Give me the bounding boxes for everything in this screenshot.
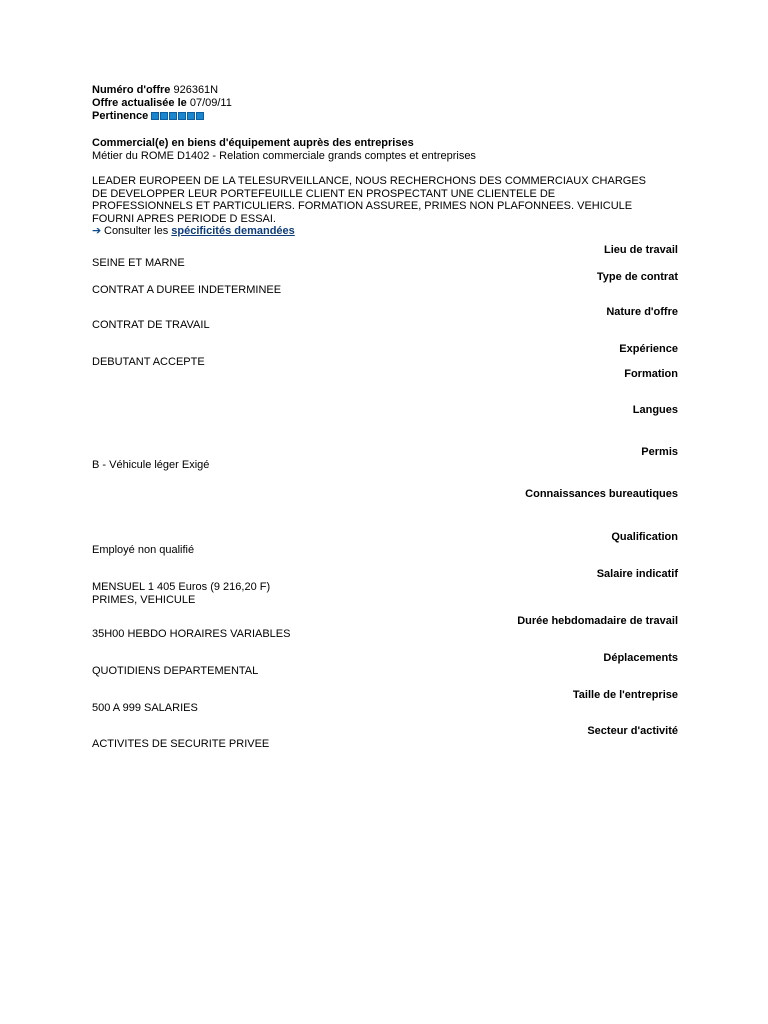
- job-description: LEADER EUROPEEN DE LA TELESURVEILLANCE, NOUS RECHERCHONS DES COMMERCIAUX CHARGES DE DEVELOPPER LEUR PORTEFEUILLE CLIENT EN PROSPECTANT UNE CLIENTELE DE PROFESSIONNELS ET PARTICULIERS. FORMATION ASSUREE, PRIMES NON PLAFONNEES. VEHICULE FOURNI APRES PERIODE D ESSAI.: [92, 175, 647, 225]
- field-label: Expérience: [619, 343, 678, 355]
- relevance-square: [160, 112, 168, 120]
- relevance-square: [187, 112, 195, 120]
- field-value: CONTRAT DE TRAVAIL: [92, 319, 210, 331]
- field-label: Déplacements: [603, 652, 678, 664]
- field-row: [92, 343, 678, 369]
- field-label: Formation: [624, 368, 678, 380]
- field-label: Connaissances bureautiques: [525, 488, 678, 500]
- field-value: MENSUEL 1 405 Euros (9 216,20 F): [92, 581, 271, 593]
- relevance-bar-icon: [151, 111, 205, 120]
- field-row: [92, 244, 678, 270]
- field-row: [92, 306, 678, 332]
- offer-updated-label: Offre actualisée le: [92, 97, 187, 109]
- field-row: [92, 652, 678, 678]
- field-label: Nature d'offre: [606, 306, 678, 318]
- relevance-square: [196, 112, 204, 120]
- field-row: [92, 271, 678, 297]
- offer-updated-line: [92, 97, 678, 110]
- job-title: Commercial(e) en biens d'équipement auprès des entreprises: [92, 137, 414, 149]
- field-label: Lieu de travail: [604, 244, 678, 256]
- field-value: CONTRAT A DUREE INDETERMINEE: [92, 284, 282, 296]
- rome-code-line: Métier du ROME D1402 - Relation commerciale grands comptes et entreprises: [92, 150, 476, 162]
- field-value: B - Véhicule léger Exigé: [92, 459, 210, 471]
- field-row: [92, 446, 678, 472]
- field-value-extra: PRIMES, VEHICULE: [92, 594, 196, 606]
- field-row: [92, 689, 678, 715]
- field-value: SEINE ET MARNE: [92, 257, 185, 269]
- field-label: Taille de l'entreprise: [572, 689, 678, 701]
- field-label: Qualification: [611, 531, 678, 543]
- consult-prefix: Consulter les: [104, 225, 169, 237]
- field-row: [92, 368, 678, 381]
- field-row: [92, 404, 678, 417]
- field-row: [92, 725, 678, 751]
- arrow-right-icon: ➔: [92, 225, 102, 237]
- field-row: [92, 568, 678, 607]
- field-value: DEBUTANT ACCEPTE: [92, 356, 205, 368]
- field-value: 500 A 999 SALARIES: [92, 702, 198, 714]
- field-value: 35H00 HEBDO HORAIRES VARIABLES: [92, 628, 291, 640]
- field-label: Durée hebdomadaire de travail: [517, 615, 678, 627]
- offer-updated-value: 07/09/11: [189, 97, 232, 109]
- field-label: Type de contrat: [596, 271, 678, 283]
- job-offer-document: [92, 84, 678, 238]
- field-value: Employé non qualifié: [92, 544, 195, 556]
- relevance-square: [178, 112, 186, 120]
- relevance-label: Pertinence: [92, 110, 149, 122]
- field-label: Salaire indicatif: [596, 568, 678, 580]
- field-value: QUOTIDIENS DEPARTEMENTAL: [92, 665, 259, 677]
- field-label: Langues: [632, 404, 678, 416]
- relevance-line: [92, 110, 678, 123]
- offer-number-line: [92, 84, 678, 97]
- relevance-square: [151, 112, 159, 120]
- field-label: Permis: [641, 446, 678, 458]
- relevance-square: [169, 112, 177, 120]
- field-row: [92, 531, 678, 557]
- consult-specifics-line: [92, 225, 678, 238]
- field-row: [92, 488, 678, 501]
- offer-number-label: Numéro d'offre: [92, 84, 171, 96]
- field-label: Secteur d'activité: [587, 725, 678, 737]
- offer-number-value: 926361N: [173, 84, 219, 96]
- field-value: ACTIVITES DE SECURITE PRIVEE: [92, 738, 270, 750]
- field-row: [92, 615, 678, 641]
- specifics-link[interactable]: spécificités demandées: [171, 225, 295, 237]
